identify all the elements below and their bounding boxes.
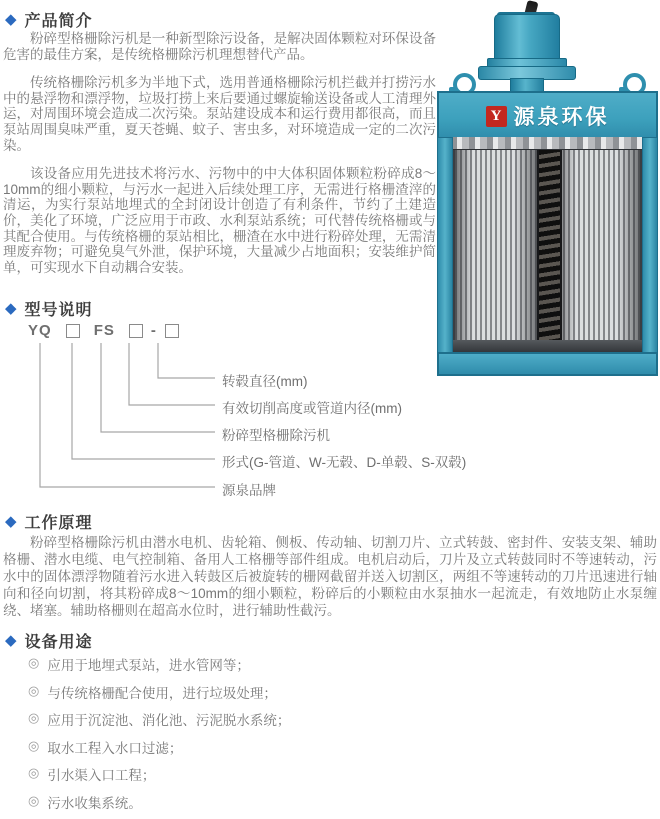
machine-motor [494,14,560,62]
usage-item-text: 取水工程入水口过滤； [47,737,182,757]
ring-bullet-icon: ◎ [28,654,39,671]
ring-bullet-icon: ◎ [28,709,39,726]
model-code-type: FS [94,322,115,339]
usage-item-text: 应用于地埋式泵站，进水管网等； [47,654,250,674]
intro-paragraph-2: 传统格栅除污机多为半地下式，选用普通格栅除污机拦截并打捞污水中的悬浮物和漂浮物，垃圾打捞上来后要通过螺旋输送设备或人工清理外运，对周围环境会造成二次污染。泵站建设成本和运行费用都很高，而且泵站周围臭味严重，夏天苍蝇、蚊子、害虫多，对环境造成一定的二次污染。 [3,75,436,153]
list-item [28,792,648,819]
usage-item-text: 应用于沉淀池、消化池、污泥脱水系统； [47,709,290,729]
principle-paragraphs [3,534,657,632]
model-code-dash: - [151,322,157,339]
section-title-usage: 设备用途 [25,629,93,652]
diamond-icon: ◆ [5,633,17,648]
section-header-usage [5,629,93,652]
section-title-model: 型号说明 [25,297,93,320]
machine-cutter-screw [537,150,562,344]
model-label-drum-diameter: 转毂直径(mm) [222,370,307,390]
brand-logo-icon: Y [486,106,507,127]
model-code-brand: YQ [28,322,52,339]
list-item [28,709,648,737]
brand-logo-text: 源泉环保 [514,101,610,131]
usage-list [28,654,648,819]
machine-top-beam [437,91,658,141]
machine-left-drum-shading [455,150,537,344]
model-label-machine-type: 粉碎型格栅除污机 [222,424,330,444]
section-header-model [5,297,93,320]
model-label-cutting-height: 有效切削高度或管道内径(mm) [222,397,402,417]
intro-paragraph-3: 该设备应用先进技术将污水、污物中的中大体积固体颗粒粉碎成8～10mm的细小颗粒，与污水一起进入后续处理工序，无需进行格栅渣滓的清运，为实行泵站地埋式的全封闭设计创造了有利条件，节约了土建造价，美化了环境，广泛应用于市政、水利泵站系统；可代替传统格栅或与其配合使用。与传统格栅的泵站相比，栅渣在水中进行粉碎处理，无需清理废弃物；可避免臭气外泄，保护环境，大量减少占地面积；安装维护简单，可实现水下自动耦合安装。 [3,166,436,275]
diamond-icon: ◆ [5,514,17,529]
list-item [28,682,648,710]
section-title-principle: 工作原理 [25,510,93,533]
section-title-intro: 产品简介 [25,8,93,31]
diamond-icon: ◆ [5,12,17,27]
diamond-icon: ◆ [5,301,17,316]
list-item [28,764,648,792]
machine-right-drum-shading [558,150,640,344]
machine-drum-top-plate [451,137,644,150]
ring-bullet-icon: ◎ [28,737,39,754]
principle-paragraph: 粉碎型格栅除污机由潜水电机、齿轮箱、侧板、传动轴、切割刀片、立式转鼓、密封件、安装支架、辅助格栅、潜水电缆、电气控制箱、备用人工格栅等部件组成。电机启动后，刀片及立式转鼓同时不等速转动，污水中的固体漂浮物随着污水进入转鼓区后被旋转的栅网截留并送入切割区，两组不等速转动的刀片迅速进行轴向和径向切割，将其粉碎成8～10mm的细小颗粒，粉碎后的小颗粒由水泵抽水一起流走，有效地防止水泵缠绕、堵塞。辅助格栅则在超高水位时，进行辅助性截污。 [3,534,657,619]
model-label-brand: 源泉品牌 [222,479,276,499]
usage-item-text: 与传统格栅配合使用，进行垃圾处理； [47,682,277,702]
intro-paragraphs [3,31,436,288]
model-label-form: 形式(G-管道、W-无毂、D-单毂、S-双毂) [222,451,466,471]
intro-paragraph-1: 粉碎型格栅除污机是一种新型除污设备，是解决固体颗粒对环保设备危害的最佳方案，是传统格栅除污机理想替代产品。 [3,31,436,62]
list-item [28,654,648,682]
usage-item-text: 引水渠入口工程； [47,764,155,784]
usage-item-text: 污水收集系统。 [47,792,142,812]
ring-bullet-icon: ◎ [28,682,39,699]
ring-bullet-icon: ◎ [28,792,39,809]
section-header-intro [5,8,93,31]
ring-bullet-icon: ◎ [28,764,39,781]
section-header-principle [5,510,93,533]
list-item [28,737,648,765]
